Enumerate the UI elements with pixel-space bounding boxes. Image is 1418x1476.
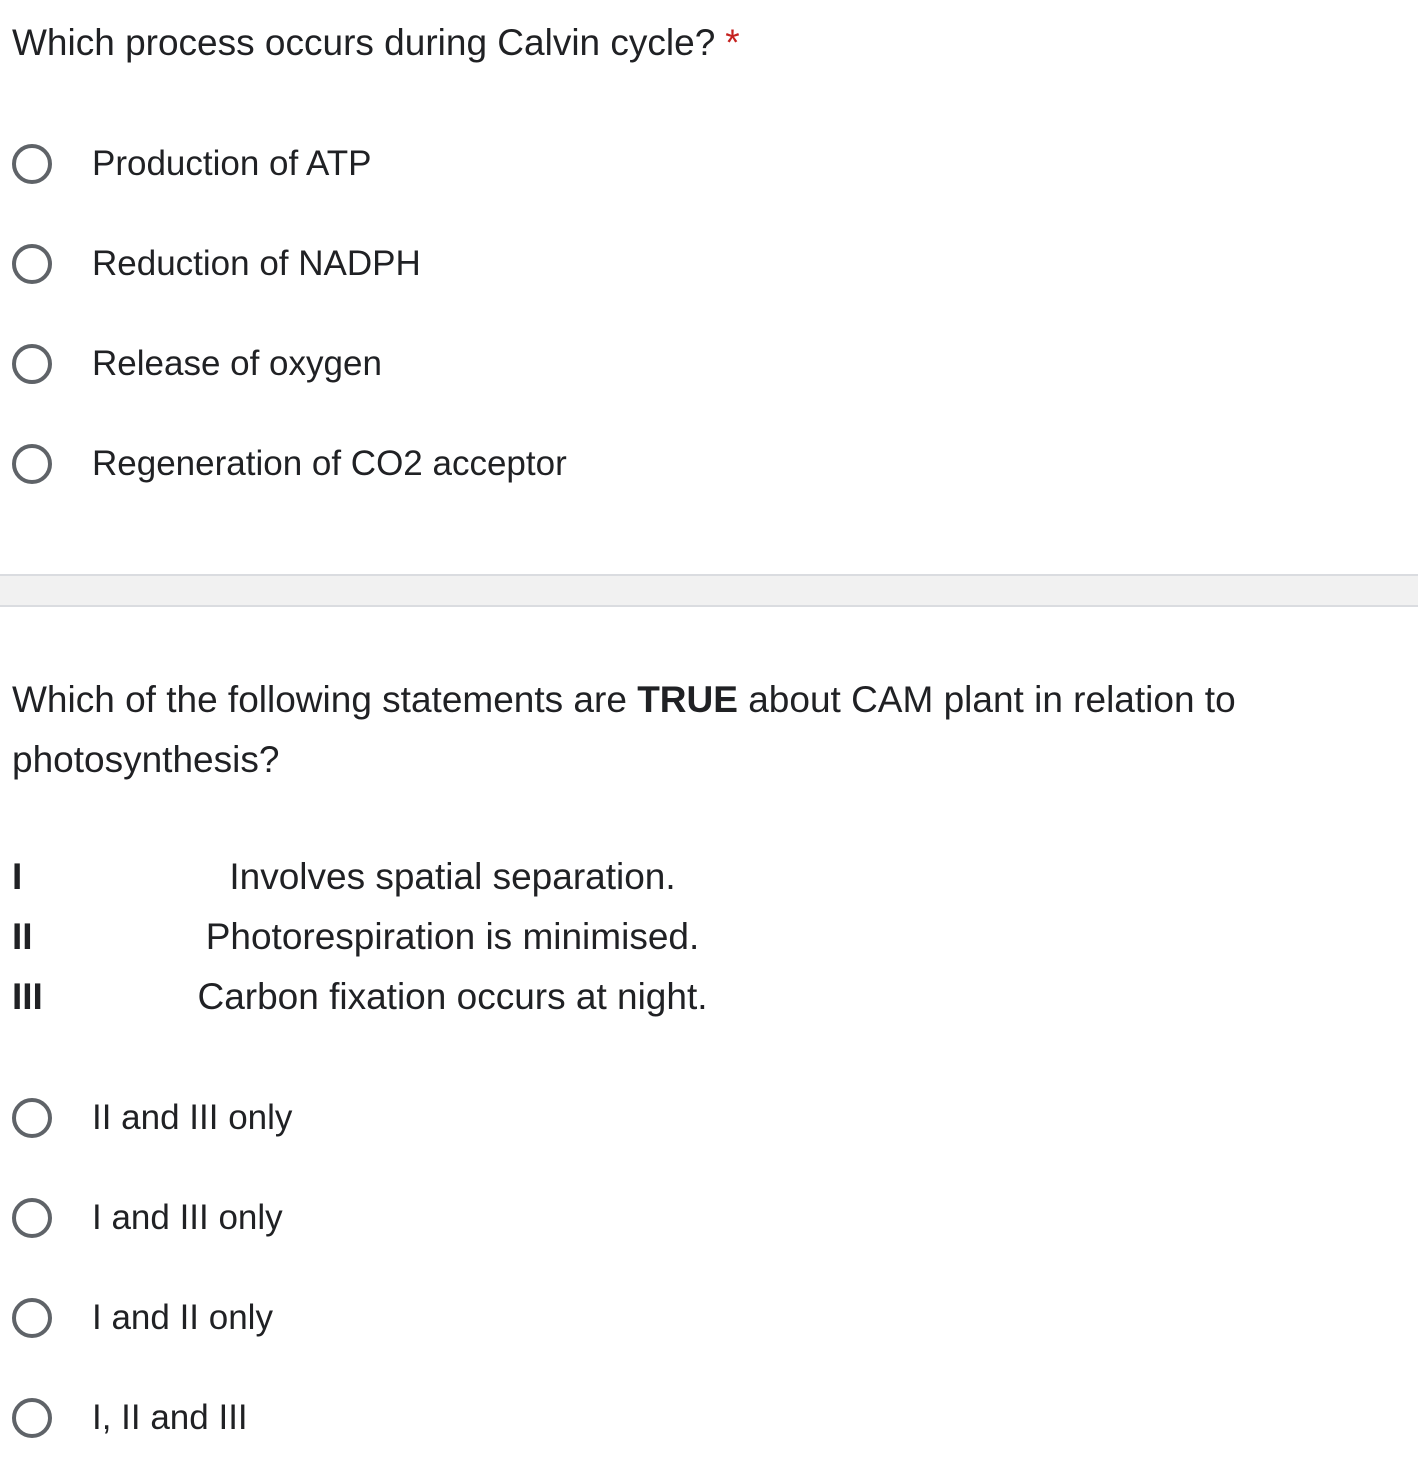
- statement-text: Photorespiration is minimised.: [205, 916, 700, 957]
- q1-option-4[interactable]: [12, 439, 567, 489]
- statement-numeral: III: [12, 976, 43, 1017]
- radio-unchecked-icon[interactable]: [12, 1298, 52, 1338]
- q1-option-label: Reduction of NADPH: [92, 244, 421, 283]
- q1-option-3[interactable]: [12, 339, 382, 389]
- q2-option-label: II and III only: [92, 1098, 293, 1137]
- q2-option-label: I and III only: [92, 1198, 283, 1237]
- q2-option-3[interactable]: [12, 1293, 273, 1343]
- q1-option-2[interactable]: [12, 239, 421, 289]
- q2-option-label: I, II and III: [92, 1398, 248, 1437]
- q2-option-2[interactable]: [12, 1193, 283, 1243]
- radio-unchecked-icon[interactable]: [12, 1398, 52, 1438]
- radio-unchecked-icon[interactable]: [12, 444, 52, 484]
- section-divider: [0, 574, 1418, 607]
- question-2-text-before: Which of the following statements are: [12, 679, 638, 720]
- question-2-title: [12, 670, 1392, 790]
- q1-option-label: Regeneration of CO2 acceptor: [92, 444, 567, 483]
- q1-option-1[interactable]: [12, 139, 372, 189]
- statement-numeral: I: [12, 856, 23, 897]
- radio-unchecked-icon[interactable]: [12, 1198, 52, 1238]
- statement-text: Involves spatial separation.: [229, 856, 676, 897]
- statement-numeral: II: [12, 916, 33, 957]
- required-star: *: [725, 22, 740, 63]
- radio-unchecked-icon[interactable]: [12, 244, 52, 284]
- q2-option-label: I and II only: [92, 1298, 273, 1337]
- q2-option-4[interactable]: [12, 1393, 248, 1443]
- q1-option-label: Production of ATP: [92, 144, 372, 183]
- question-2-text-after: about CAM plant in relation to photosynthesis?: [12, 679, 1236, 780]
- q1-option-label: Release of oxygen: [92, 344, 382, 383]
- radio-unchecked-icon[interactable]: [12, 344, 52, 384]
- radio-unchecked-icon[interactable]: [12, 1098, 52, 1138]
- statement-text: Carbon fixation occurs at night.: [197, 976, 708, 1017]
- question-1-text: Which process occurs during Calvin cycle?: [12, 22, 716, 63]
- radio-unchecked-icon[interactable]: [12, 144, 52, 184]
- q2-option-1[interactable]: [12, 1093, 292, 1143]
- question-1-title: [12, 18, 740, 68]
- question-2-emphasis: TRUE: [637, 679, 738, 720]
